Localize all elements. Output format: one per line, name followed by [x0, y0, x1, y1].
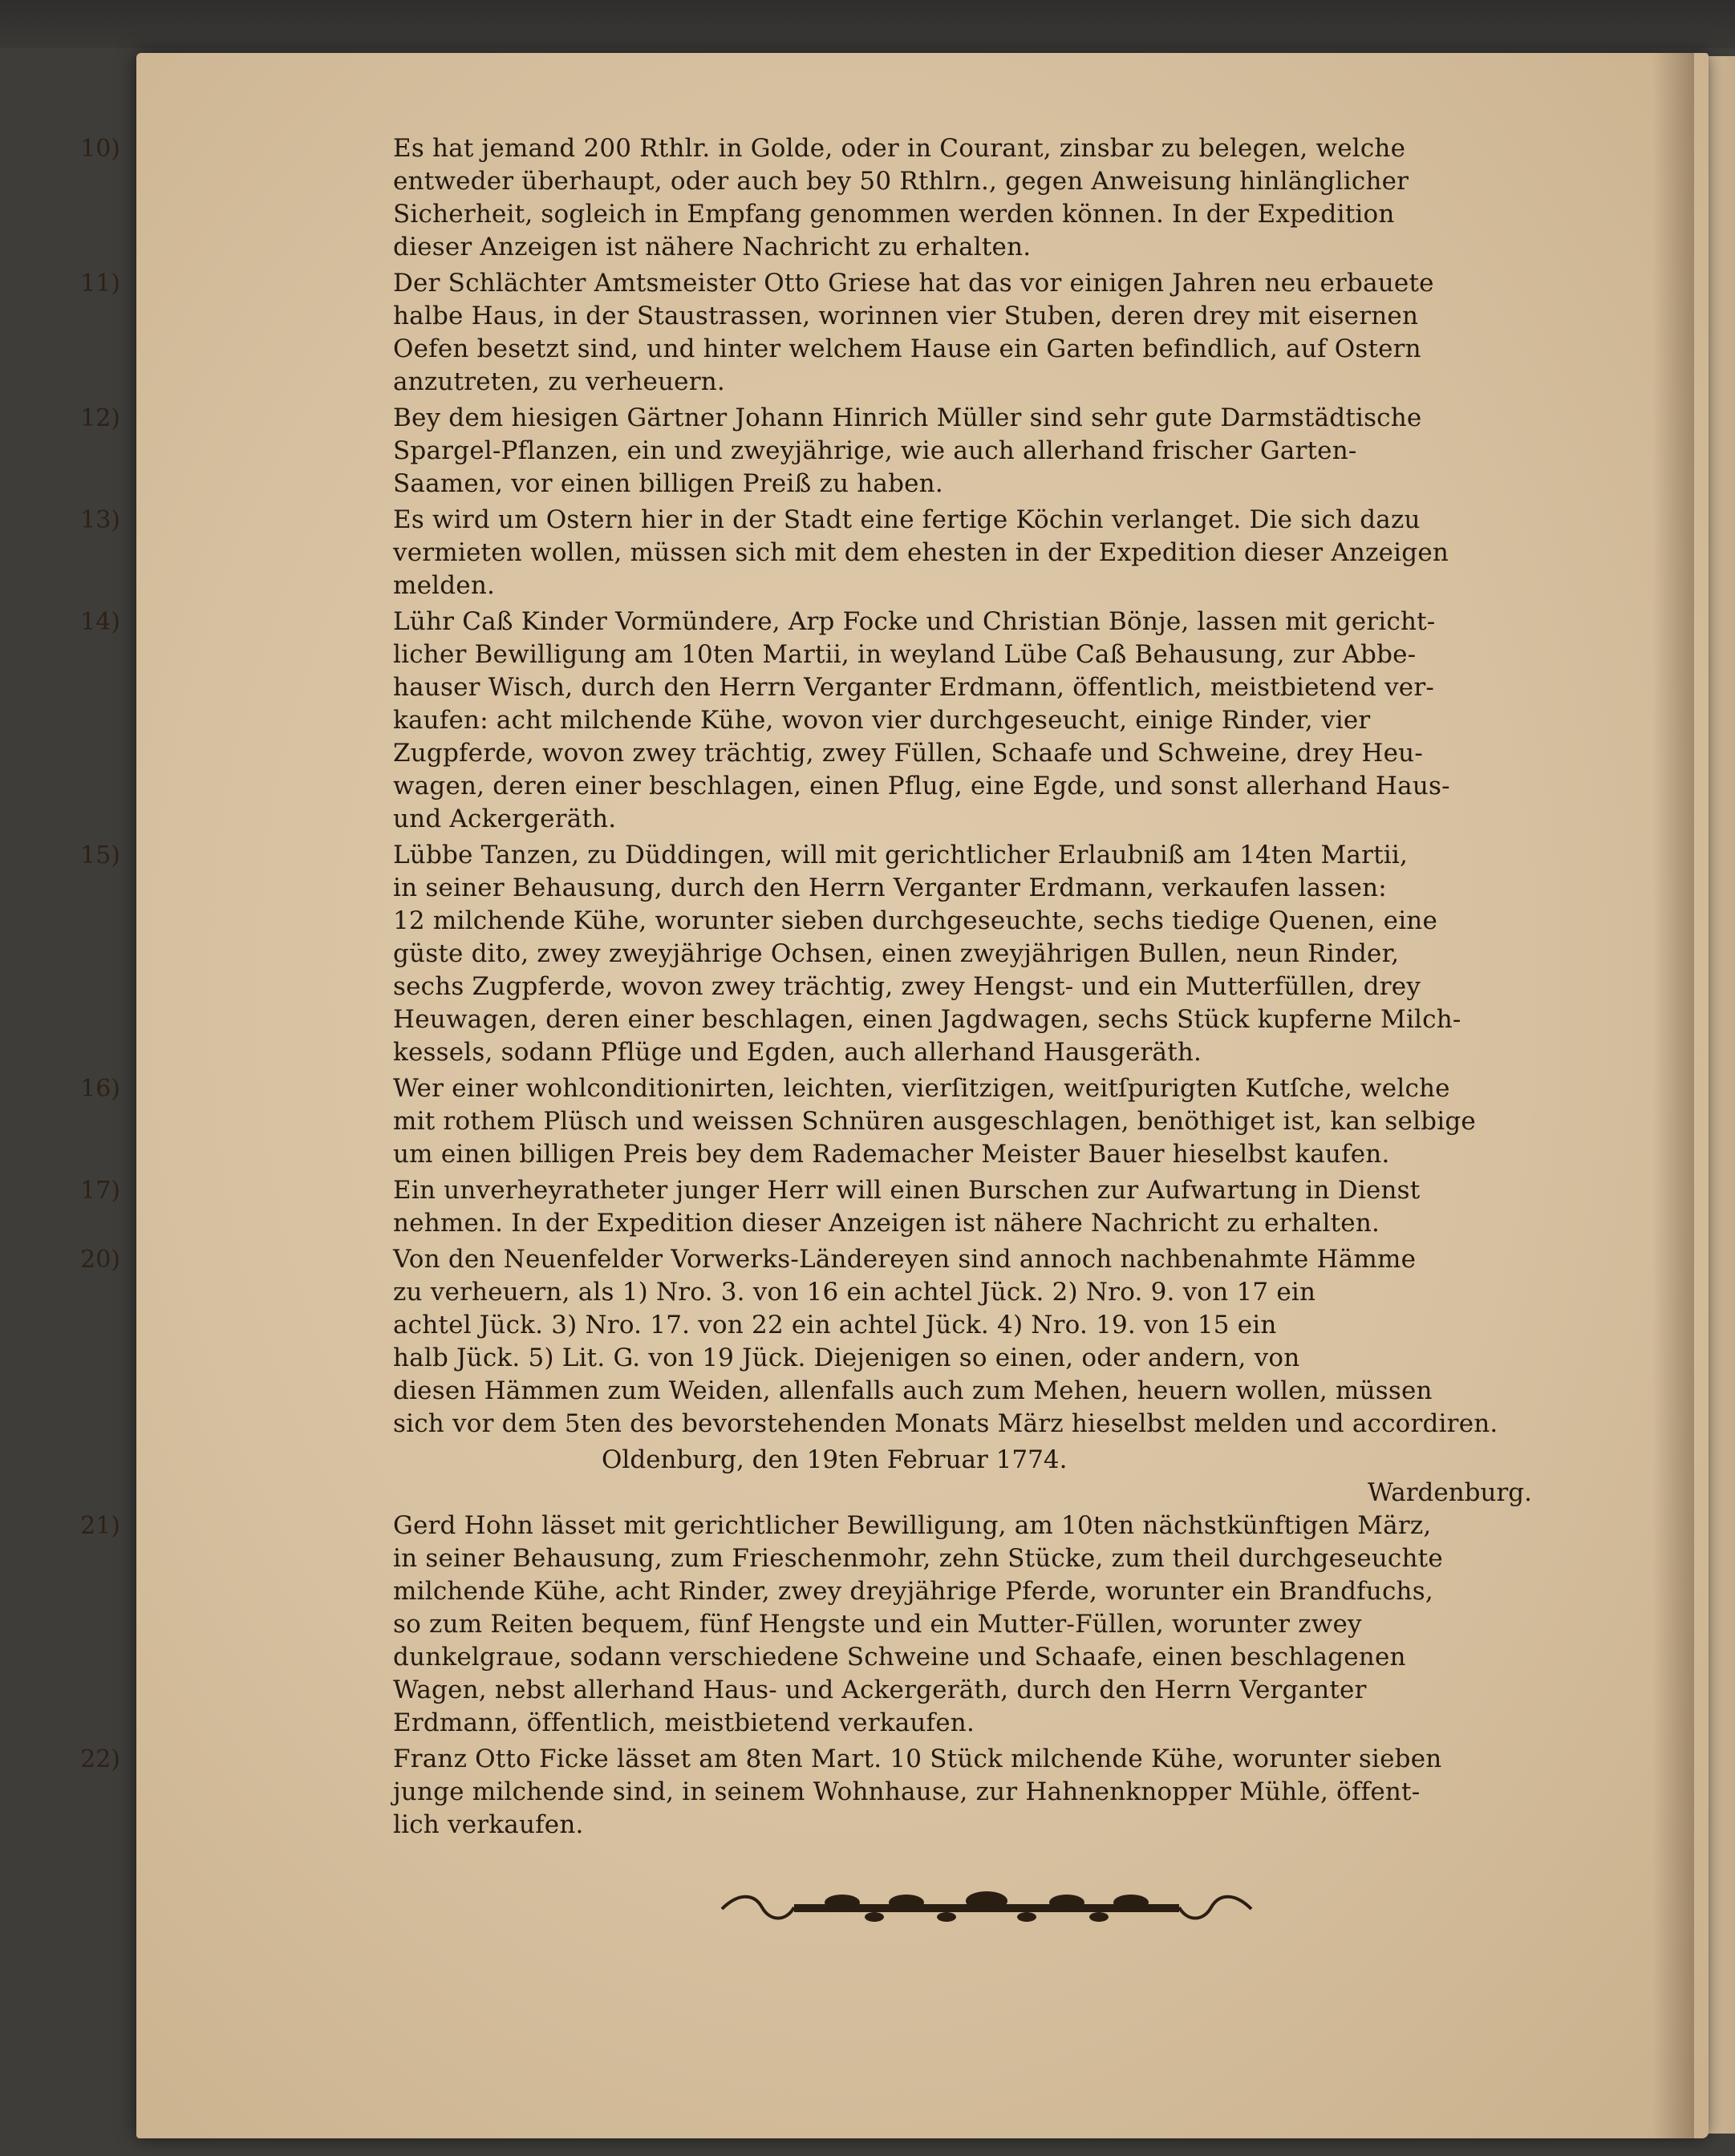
signature: Wardenburg. [1368, 1478, 1532, 1507]
text-line: Bey dem hiesigen Gärtner Johann Hinrich Müller sind sehr gute Darmstädtische [393, 403, 1422, 432]
text-line: Zugpferde, wovon zwey trächtig, zwey Füllen, Schaafe und Schweine, drey Heu- [393, 739, 1424, 768]
text-line: mit rothem Plüsch und weissen Schnüren ausgeschlagen, benöthiget ist, kan selbige [393, 1107, 1476, 1136]
text-line: diesen Hämmen zum Weiden, allenfalls auch zum Mehen, heuern wollen, müssen [393, 1376, 1433, 1405]
text-line: um einen billigen Preis bey dem Rademacher Meister Bauer hieselbst kaufen. [393, 1140, 1390, 1169]
text-line: Der Schlächter Amtsmeister Otto Griese hat das vor einigen Jahren neu erbauete [393, 269, 1434, 298]
text-line: Oefen besetzt sind, und hinter welchem Hause ein Garten befindlich, auf Ostern [393, 334, 1421, 363]
text-line: Heuwagen, deren einer beschlagen, einen Jagdwagen, sechs Stück kupferne Milch- [393, 1005, 1461, 1034]
text-line: sich vor dem 5ten des bevorstehenden Monats März hieselbst melden und accordiren. [393, 1409, 1498, 1438]
text-line: 12 milchende Kühe, worunter sieben durchgeseuchte, sechs tiedige Quenen, eine [393, 906, 1438, 935]
ornamental-rule [706, 1885, 1267, 1930]
text-line: halbe Haus, in der Staustrassen, worinnen vier Stuben, deren drey mit eisernen [393, 302, 1419, 330]
announcement-21 [80, 1510, 1580, 1740]
announcement-13 [80, 504, 1580, 602]
text-line: halb Jück. 5) Lit. G. von 19 Jück. Diejenigen so einen, oder andern, von [393, 1343, 1300, 1372]
text-line: Erdmann, öffentlich, meistbietend verkaufen. [393, 1708, 975, 1737]
announcement-17 [80, 1174, 1580, 1240]
announcement-14 [80, 606, 1580, 836]
gutter-shadow [1652, 53, 1694, 2138]
text-line: so zum Reiten bequem, fünf Hengste und ein Mutter-Füllen, worunter zwey [393, 1610, 1362, 1639]
text-line: Lühr Caß Kinder Vormündere, Arp Focke und Christian Bönje, lassen mit gericht- [393, 607, 1436, 636]
text-line: Es wird um Ostern hier in der Stadt eine fertige Köchin verlanget. Die sich dazu [393, 505, 1421, 534]
announcement-number: 14) [80, 608, 120, 636]
text-line: Von den Neuenfelder Vorwerks-Ländereyen sind annoch nachbenahmte Hämme [393, 1245, 1417, 1274]
announcement-15 [80, 839, 1580, 1069]
text-line: Es hat jemand 200 Rthlr. in Golde, oder in Courant, zinsbar zu belegen, welche [393, 134, 1406, 163]
text-line: in seiner Behausung, zum Frieschenmohr, zehn Stücke, zum theil durchgeseuchte [393, 1544, 1443, 1573]
text-line: Saamen, vor einen billigen Preiß zu haben. [393, 469, 943, 498]
announcement-number: 17) [80, 1177, 120, 1205]
text-line: und Ackergeräth. [393, 804, 617, 833]
announcement-11 [80, 267, 1580, 399]
scan-backdrop [0, 0, 1735, 48]
page-text [80, 132, 1580, 1845]
text-line: Sicherheit, sogleich in Empfang genommen werden können. In der Expedition [393, 200, 1395, 229]
announcement-10 [80, 132, 1580, 264]
text-line: hauser Wisch, durch den Herrn Verganter Erdmann, öffentlich, meistbietend ver- [393, 673, 1435, 702]
text-line: in seiner Behausung, durch den Herrn Verganter Erdmann, verkaufen lassen: [393, 873, 1387, 902]
text-line: wagen, deren einer beschlagen, einen Pflug, eine Egde, und sonst allerhand Haus- [393, 772, 1450, 800]
text-line: Lübbe Tanzen, zu Düddingen, will mit gerichtlicher Erlaubniß am 14ten Martii, [393, 841, 1409, 869]
text-line: Franz Otto Ficke lässet am 8ten Mart. 10 Stück milchende Kühe, worunter sieben [393, 1745, 1442, 1773]
announcement-number: 20) [80, 1246, 120, 1274]
text-line: zu verheuern, als 1) Nro. 3. von 16 ein achtel Jück. 2) Nro. 9. von 17 ein [393, 1278, 1316, 1307]
announcement-12 [80, 402, 1580, 500]
announcement-number: 21) [80, 1512, 120, 1540]
text-line: lich verkaufen. [393, 1810, 584, 1839]
text-line: kaufen: acht milchende Kühe, wovon vier durchgeseucht, einige Rinder, vier [393, 706, 1371, 735]
announcement-list [80, 132, 1580, 1441]
announcement-list-continued [80, 1510, 1580, 1842]
text-line: dieser Anzeigen ist nähere Nachricht zu erhalten. [393, 233, 1032, 261]
announcement-number: 16) [80, 1075, 120, 1103]
text-line: licher Bewilligung am 10ten Martii, in weyland Lübe Caß Behausung, zur Abbe- [393, 640, 1417, 669]
text-line: Wagen, nebst allerhand Haus- und Ackergeräth, durch den Herrn Verganter [393, 1676, 1367, 1704]
text-line: anzutreten, zu verheuern. [393, 367, 725, 396]
text-line: kessels, sodann Pflüge und Egden, auch allerhand Hausgeräth. [393, 1038, 1202, 1067]
place-date: Oldenburg, den 19ten Februar 1774. [602, 1445, 1068, 1474]
text-line: vermieten wollen, müssen sich mit dem ehesten in der Expedition dieser Anzeigen [393, 538, 1449, 567]
announcement-number: 10) [80, 135, 120, 163]
announcement-number: 15) [80, 841, 120, 869]
announcement-number: 13) [80, 506, 120, 534]
text-line: entweder überhaupt, oder auch bey 50 Rthlrn., gegen Anweisung hinlänglicher [393, 167, 1409, 196]
announcement-number: 22) [80, 1745, 120, 1773]
text-line: achtel Jück. 3) Nro. 17. von 22 ein achtel Jück. 4) Nro. 19. von 15 ein [393, 1311, 1277, 1339]
announcement-22 [80, 1743, 1580, 1842]
text-line: melden. [393, 571, 496, 600]
text-line: nehmen. In der Expedition dieser Anzeigen ist nähere Nachricht zu erhalten. [393, 1209, 1380, 1238]
announcement-20 [80, 1243, 1580, 1441]
text-line: Wer einer wohlconditionirten, leichten, vierſitzigen, weitſpurigten Kutſche, welche [393, 1074, 1450, 1103]
text-line: sechs Zugpferde, wovon zwey trächtig, zwey Hengst- und ein Mutterfüllen, drey [393, 972, 1421, 1001]
announcement-16 [80, 1072, 1580, 1171]
text-line: güste dito, zwey zweyjährige Ochsen, einen zweyjährigen Bullen, neun Rinder, [393, 939, 1400, 968]
text-line: Ein unverheyratheter junger Herr will einen Burschen zur Aufwartung in Dienst [393, 1176, 1421, 1205]
text-line: dunkelgraue, sodann verschiedene Schweine und Schaafe, einen beschlagenen [393, 1643, 1406, 1672]
text-line: Spargel-Pflanzen, ein und zweyjährige, wie auch allerhand frischer Garten- [393, 436, 1357, 465]
announcement-number: 12) [80, 404, 120, 432]
text-line: junge milchende sind, in seinem Wohnhause, zur Hahnenknopper Mühle, öffent- [393, 1777, 1421, 1806]
text-line: milchende Kühe, acht Rinder, zwey dreyjährige Pferde, worunter ein Brandfuchs, [393, 1577, 1433, 1606]
announcement-number: 11) [80, 270, 120, 298]
text-line: Gerd Hohn lässet mit gerichtlicher Bewilligung, am 10ten nächstkünftigen März, [393, 1511, 1432, 1540]
